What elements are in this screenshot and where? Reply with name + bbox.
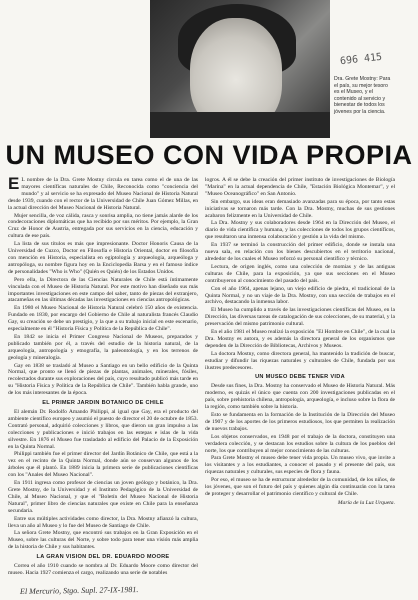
- body-paragraph: La doctora Mostny, como directora general, ha mantenido la tradición de buscar, estudiar y difundir las riquezas naturales y culturales de Chile, fundada por sus ilustres predecesores.: [205, 350, 395, 371]
- body-paragraph: logros. A él se debe la creación del primer instituto de investigaciones de Biología "Marina" en la actual dependencia de Chile, "Estación Biológica Montemar", y el "Museo Oceanográfico" en San Antonio.: [205, 177, 395, 197]
- section-subhead: LA GRAN VISION DEL DR. EDUARDO MOORE: [36, 554, 170, 561]
- body-paragraph: Esto se fundamenta en la formación de la Institución de la Dirección del Museo de 1907 y de los aportes de los primeros estudiosos, los que permiten la realización de nuevos trabajos.: [205, 412, 395, 432]
- body-paragraph: La lista de sus títulos es más que impresionante. Doctor Honoris Causa de la Universidad de Cuzco, Doctor en Filosofía e Historia Oriental, doctor en filosofía con mención en Historia, especialista en egiptología y arqueología, arqueóloga y antropóloga, su nombre figura hoy en la Enciclopedia Barsa y en el famoso índice de personalidades "Who is Who" (Quién es Quién) de los Estados Unidos.: [8, 241, 198, 275]
- intro-paragraph: E L nombre de la Dra. Grete Mostny circula en tarea como el de una de las mayores científicas naturales de Chile, Reconocida como "conciencia del mundo" y al servicio se ha expresado del Museo Nacional de Historia Natural desde 1939, cuando con el rector de la Universidad de Chile Juan Gómez Millas, en la actual dirección del Museo Nacional de Historia Natural.: [8, 174, 198, 211]
- left-column: [8, 174, 198, 578]
- body-paragraph: En 1980 el Museo Nacional de Historia Natural celebró 150 años de existencia. Fundado en 1830, por encargo del Gobierno de Chile al naturalista francés Claudio Gay, su creación se debe un prestigio, y la que a su trabajo inicial en este escenario, especialmente en él "Historia Física y Política de la República de Chile".: [8, 305, 198, 333]
- portrait-shoulder: [150, 112, 330, 138]
- section-subhead: EL PRIMER JARDIN BOTANICO DE CHILE: [42, 400, 164, 407]
- body-paragraph: La Dra. Mostny y sus colaboradores desde 1964 en la Dirección del Museo, el diario de vida científica y humana, y las colecciones de todos los grupos científicos, que resultaron una inmensa colaboración y gestión a la vida del mismo.: [205, 220, 395, 241]
- section-subhead: UN MUSEO DEBE TENER VIDA: [255, 374, 345, 381]
- body-paragraph: Gay en 1838 se trasladó al Museo a Santiago en un bello edificio de la Quinta Normal, que pronto se llenó de piezas de plantas, animales, minerales, fósiles, recolectados durante sus exploraciones del país, cuyo resultado publicó más tarde en su "Historia Física y Política de la República de Chile". También habla grande, uno de los más interesantes de la época.: [8, 362, 198, 397]
- body-paragraph: En el año 1981 el Museo realizó la exposición "El Hombre en Chile", de la cual la Dra. Mostny es autora, y es además la directora general de los organismos que dependen de la Dirección de Bibliotecas, Archivos y Museos.: [205, 329, 395, 349]
- body-paragraph: Pero ella, la Directora de las Ciencias Naturales de Chile está íntimamente vinculada con el Museo de Historia Natural. Por este motivo han diseñado sus más importantes investigaciones en este campo del saber, tanto de piezas del extranjero, atacameñas en las últimas décadas las investigaciones en ciencias antropológicas.: [8, 276, 198, 304]
- body-paragraph: Philippi también fue el primer director del Jardín Botánico de Chile, que está a la vez en el recinto de la Quinta Normal, donde aún se conservan algunos de los árboles que él plantó. En 1889 inicia la primera serie de publicaciones científicas con los "Anales del Museo Nacional".: [8, 451, 198, 479]
- source-note: El Mercurio, Stgo. Supl. 27-IX-1981.: [19, 584, 139, 597]
- body-paragraph: La señora Grete Mostny, que encontró sus trabajos en la Gran Exposición en el Museo, sobre las culturas del Norte, y sobre todo para tener una visión más amplia de la historia de Chile y sus habitantes.: [8, 530, 198, 551]
- body-paragraph: En 1937 se terminó la construcción del primer edificio, donde se instala una nueva sala, en relación con los bienes descubiertos en el territorio nacional, alrededor de los cuales el Museo reforzó su personal científico y técnico.: [205, 242, 395, 262]
- portrait-photo: [150, 0, 330, 138]
- body-paragraph: Lectura, de origen inglés, como una colección de momias y de las antiguas culturas de Chile, para la exposición, ya que sus secciones en el Museo contribuyeron al conocimiento del pasado del país.: [205, 263, 395, 284]
- body-paragraph: Para Grete Mostny el museo debe tener vida propia. Un museo vivo, que invite a los visitantes y a los estudiantes, a conocer el pasado y el presente del país, sus riquezas naturales y culturales, sus especies de flora y fauna.: [205, 455, 395, 476]
- right-column: [205, 177, 395, 507]
- author-signature: María de la Luz Urqueta.: [337, 499, 395, 506]
- body-paragraph: Sin embargo, sus ideas eran demasiado avanzadas para su época, por tanto estas iniciativas se tornaron más tarde. Con la Dra. Mostny, muchas de sus gestiones acabaron felizmente en la Universidad de Chile.: [205, 198, 395, 219]
- body-paragraph: Desde sus fines, la Dra. Mostny ha conservado el Museo de Historia Natural. Más moderno, es quizás el único que cuenta con 200 investigaciones publicadas en el país, sobre prehistoria chilena, antropología, arqueología, e incluso sobre la flora de la región, como también sobre la historia.: [205, 383, 395, 411]
- body-paragraph: Con el año 1964, apenas lejano, un viejo edificio de piedra, el tradicional de la Quinta Normal, y no un viaje de la Dra. Mostny, con una sección de trabajos en el archivo, destacando la inmensa labor.: [205, 285, 395, 306]
- body-paragraph: Entre sus múltiples actividades como director, la Dra. Mostny afianzó la cultura, lleva un año al Museo y lo fue del Museo de Santiago de Chile.: [8, 515, 198, 529]
- body-paragraph: En 1842 se inicia el Primer Congreso Nacional de Museos, preparados y publicado también por él, a través del estudio de la historia natural, de la arqueología, antropología y etnografía, la paleontología, y en los terrenos de geología y mineralogía.: [8, 333, 198, 361]
- photo-caption: Dra. Grete Mostny: Para el país, su mejor tesoro es el Museo, y el contenido al servicio y bienestar de todos los jóvenes por la ciencia.: [334, 76, 391, 115]
- body-paragraph: Correa el año 1910 cuando se nombra al Dr. Eduardo Moore como director del museo. Hacia 1927 comienza el cargo, realizando una serie de notables: [8, 563, 198, 576]
- body-paragraph: Mujer sencilla, de voz cálida, rasca y sonrisa amplia, no tiene jamás alarde de los condecoraciones diplomáticas que ha recibido por sus méritos. Por ejemplo, la Gran Cruz de Honor de Austria, entregada por sus servicios en la ciencia, educación y cultura de ese país.: [8, 212, 198, 240]
- body-paragraph: Los objetos conservados, en 1948 por el trabajo de la doctora, constituyen una verdadera colección, y se destacan los estudios sobre la cultura de los pueblos del norte, los que contribuyen al mejor conocimiento de las culturas.: [205, 433, 395, 454]
- archive-stamp: 696 415: [339, 51, 383, 68]
- article-headline: UN MUSEO CON VIDA PROPIA: [5, 140, 413, 170]
- body-paragraph: En 1911 ingresa como profesor de ciencias un joven geólogo y botánico, la Dra. Grete Mostny, de la Universidad y el Instituto Pedagógico de la Universidad de Chile, al Museo Nacional, y que el "Boletín del Museo Nacional de Historia Natural", primer libro de ciencias naturales que existe en Chile para la enseñanza secundaria.: [8, 480, 198, 514]
- body-paragraph: El Museo ha cumplido a través de las investigaciones científicas del Museo, en la Dirección, las diversas tareas de catalogación de sus colecciones, de su material, y la preservación del mismo patrimonio cultural.: [205, 307, 395, 328]
- body-paragraph: El alemán Dr. Rodolfo Amando Philippi, al igual que Gay, era el producto del ambiente científico europeo y asumió el puesto de director el 20 de octubre de 1853. Contrató personal, adquirió colecciones y libros, que dieron un gran impulso a las colecciones y publicaciones e inició trabajos en las estepas e islas de la vida silvestre. En 1876 el Museo fue trasladado al edificio del Palacio de la Exposición en la Quinta Normal.: [8, 409, 198, 450]
- drop-cap: E: [8, 174, 20, 193]
- body-paragraph: Por eso, el museo se ha de estructurar alrededor de la comunidad, de los niños, de los jóvenes, que son el futuro del país y quienes algún día continuarán con la tarea de proteger y desarrollar el patrimonio científico y cultural de Chile.: [205, 477, 395, 497]
